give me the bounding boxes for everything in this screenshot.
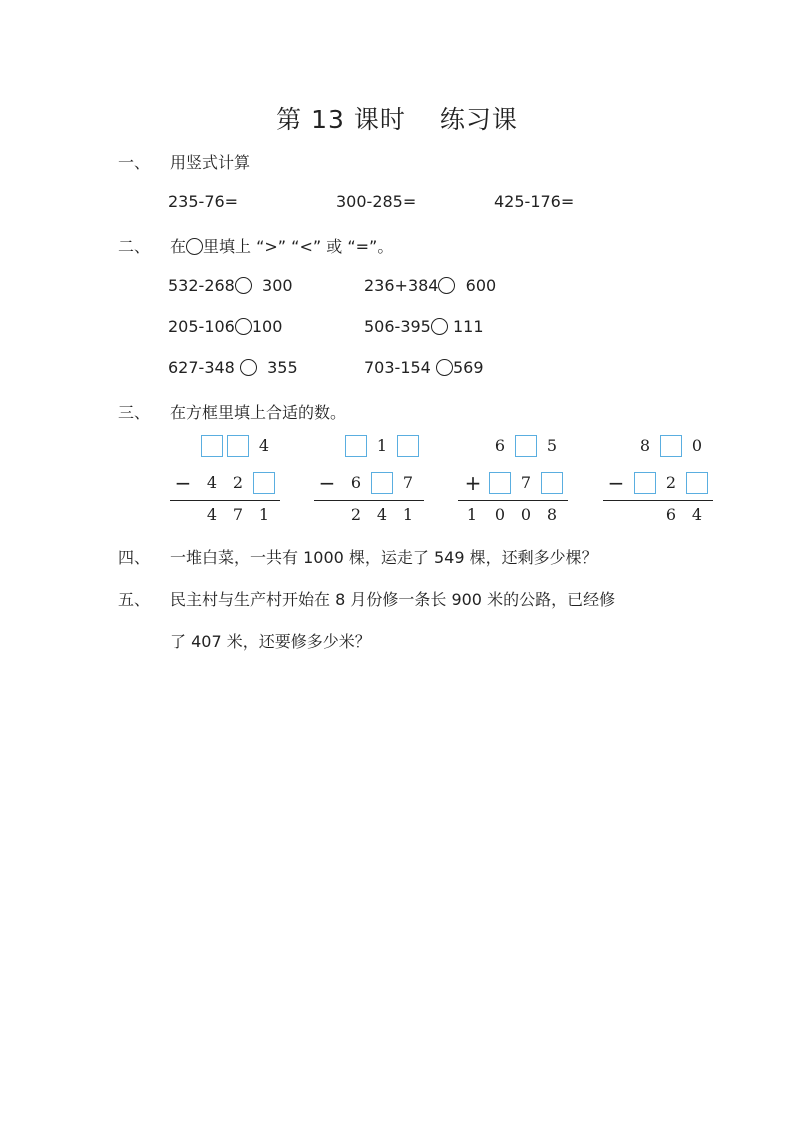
comparison-right: 300	[262, 276, 293, 295]
section-2-number: 二、	[118, 237, 151, 256]
section-5-text-line2: 了 407 米，还要修多少米？	[170, 632, 371, 651]
comparison-left: 205-106	[168, 317, 235, 336]
comparison-1	[168, 276, 293, 295]
comparison-left: 532-268	[168, 276, 235, 295]
vertical-calc-2: 300-285=	[336, 192, 417, 211]
section-2-text	[170, 234, 393, 257]
page-title	[0, 100, 794, 136]
digit-blank-box[interactable]	[515, 435, 537, 457]
comparison-6	[364, 358, 484, 377]
sum-line	[603, 500, 713, 501]
digit: 1	[466, 505, 478, 524]
vertical-calc-1: 235-76=	[168, 192, 239, 211]
digit: 5	[546, 436, 558, 455]
comparison-left: 627-348	[168, 358, 235, 377]
digit: 7	[402, 473, 414, 492]
sum-line	[314, 500, 424, 501]
blank-circle-icon[interactable]	[438, 277, 455, 294]
digit-blank-box[interactable]	[489, 472, 511, 494]
blank-circle-icon[interactable]	[235, 277, 252, 294]
digit-blank-box[interactable]	[541, 472, 563, 494]
section-4-text: 一堆白菜，一共有 1000 棵，运走了 549 棵，还剩多少棵？	[170, 548, 598, 567]
comparison-5	[168, 358, 298, 377]
digit: 7	[520, 473, 532, 492]
section-5-number: 五、	[118, 590, 151, 609]
digit: 1	[402, 505, 414, 524]
digit-blank-box[interactable]	[345, 435, 367, 457]
digit: 0	[494, 505, 506, 524]
digit: 6	[350, 473, 362, 492]
digit-blank-box[interactable]	[227, 435, 249, 457]
digit: 1	[258, 505, 270, 524]
section-5-text-line1: 民主村与生产村开始在 8 月份修一条长 900 米的公路，已经修	[170, 590, 616, 609]
vertical-calc-3: 425-176=	[494, 192, 575, 211]
digit-puzzle-2	[314, 430, 424, 530]
operator-sign: +	[464, 471, 482, 495]
comparison-left: 236+384	[364, 276, 439, 295]
digit-blank-box[interactable]	[253, 472, 275, 494]
comparison-2	[364, 276, 496, 295]
digit-blank-box[interactable]	[397, 435, 419, 457]
digit: 6	[665, 505, 677, 524]
comparison-3	[168, 317, 282, 336]
section-2-text-before: 在	[170, 237, 187, 256]
digit: 6	[494, 436, 506, 455]
operator-sign: −	[607, 471, 625, 495]
digit: 2	[350, 505, 362, 524]
digit-blank-box[interactable]	[371, 472, 393, 494]
sum-line	[170, 500, 280, 501]
sum-line	[458, 500, 568, 501]
digit-puzzle-3	[458, 430, 568, 530]
blank-circle-icon[interactable]	[235, 318, 252, 335]
circle-icon	[186, 238, 203, 255]
digit-blank-box[interactable]	[660, 435, 682, 457]
comparison-right: 100	[251, 317, 283, 336]
digit: 8	[546, 505, 558, 524]
blank-circle-icon[interactable]	[240, 359, 257, 376]
comparison-right: 355	[267, 358, 298, 377]
digit: 0	[691, 436, 703, 455]
comparison-4	[364, 317, 484, 336]
comparison-right: 569	[452, 358, 484, 377]
section-2-text-after: 里填上 “>” “<” 或 “=”。	[203, 237, 394, 256]
title-lesson: 第 13 课时	[276, 105, 406, 134]
blank-circle-icon[interactable]	[436, 359, 453, 376]
comparison-right: 111	[452, 317, 484, 336]
digit: 4	[206, 473, 218, 492]
digit-blank-box[interactable]	[634, 472, 656, 494]
digit-puzzle-4	[603, 430, 713, 530]
section-1-text: 用竖式计算	[170, 153, 251, 172]
digit: 4	[691, 505, 703, 524]
digit-blank-box[interactable]	[686, 472, 708, 494]
digit: 4	[376, 505, 388, 524]
section-1-number: 一、	[118, 153, 151, 172]
section-3-number: 三、	[118, 403, 151, 422]
comparison-left: 703-154	[364, 358, 431, 377]
operator-sign: −	[318, 471, 336, 495]
digit-puzzle-1	[170, 430, 280, 530]
operator-sign: −	[174, 471, 192, 495]
digit: 2	[665, 473, 677, 492]
section-3-text: 在方框里填上合适的数。	[170, 403, 347, 422]
digit: 2	[232, 473, 244, 492]
digit: 4	[258, 436, 270, 455]
digit-blank-box[interactable]	[201, 435, 223, 457]
comparison-right: 600	[465, 276, 497, 295]
digit: 7	[232, 505, 244, 524]
title-name: 练习课	[439, 105, 518, 134]
section-4-number: 四、	[118, 548, 151, 567]
digit: 4	[206, 505, 218, 524]
digit: 8	[639, 436, 651, 455]
digit: 1	[376, 436, 388, 455]
comparison-left: 506-395	[364, 317, 431, 336]
blank-circle-icon[interactable]	[431, 318, 448, 335]
digit: 0	[520, 505, 532, 524]
